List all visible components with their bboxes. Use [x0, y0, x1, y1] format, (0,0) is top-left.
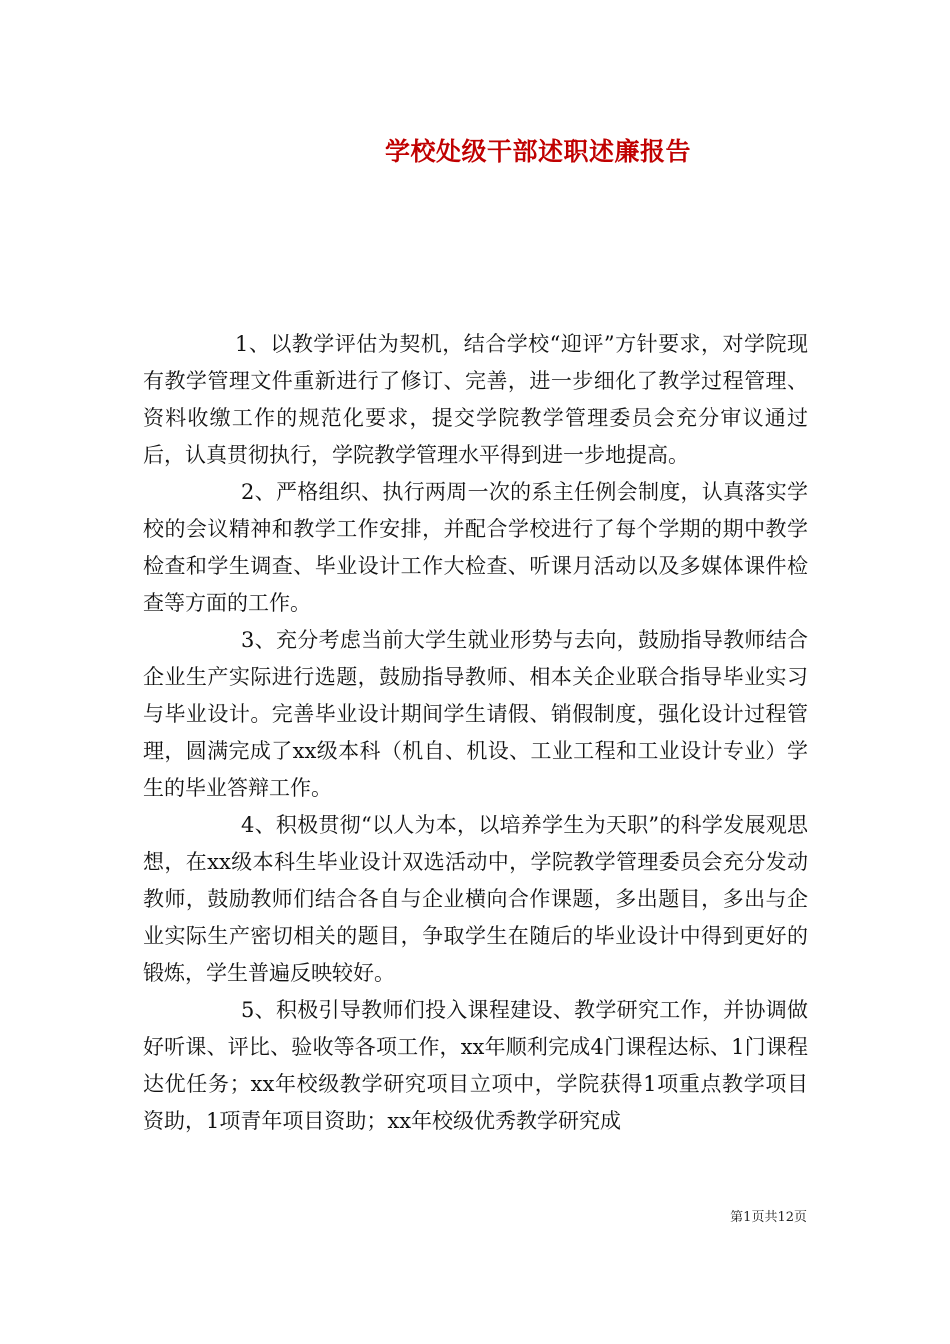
document-body [143, 326, 808, 1140]
document-title: 学校处级干部述职述廉报告 [384, 137, 691, 166]
paragraph-5: 5、积极引导教师们投入课程建设、教学研究工作，并协调做好听课、评比、验收等各项工作，xx年顺利完成4门课程达标、1门课程达优任务；xx年校级教学研究项目立项中，学院获得1项重点教学项目资助，1项青年项目资助；xx年校级优秀教学研究成 [143, 998, 808, 1133]
paragraph-1: 1、以教学评估为契机，结合学校“迎评”方针要求，对学院现有教学管理文件重新进行了修订、完善，进一步细化了教学过程管理、资料收缴工作的规范化要求，提交学院教学管理委员会充分审议通过后，认真贯彻执行，学院教学管理水平得到进一步地提高。 [143, 332, 808, 467]
page-number-footer: 第1页共12页 [730, 1210, 807, 1225]
paragraph-3: 3、充分考虑当前大学生就业形势与去向，鼓励指导教师结合企业生产实际进行选题，鼓励指导教师、相本关企业联合指导毕业实习与毕业设计。完善毕业设计期间学生请假、销假制度，强化设计过程管理，圆满完成了xx级本科（机自、机设、工业工程和工业设计专业）学生的毕业答辩工作。 [143, 628, 808, 800]
paragraph-4: 4、积极贯彻“以人为本，以培养学生为天职”的科学发展观思想，在xx级本科生毕业设计双选活动中，学院教学管理委员会充分发动教师，鼓励教师们结合各自与企业横向合作课题，多出题目，多出与企业实际生产密切相关的题目，争取学生在随后的毕业设计中得到更好的锻炼，学生普遍反映较好。 [143, 813, 808, 985]
paragraph-2: 2、严格组织、执行两周一次的系主任例会制度，认真落实学校的会议精神和教学工作安排，并配合学校进行了每个学期的期中教学检查和学生调查、毕业设计工作大检查、听课月活动以及多媒体课件检查等方面的工作。 [143, 480, 808, 615]
